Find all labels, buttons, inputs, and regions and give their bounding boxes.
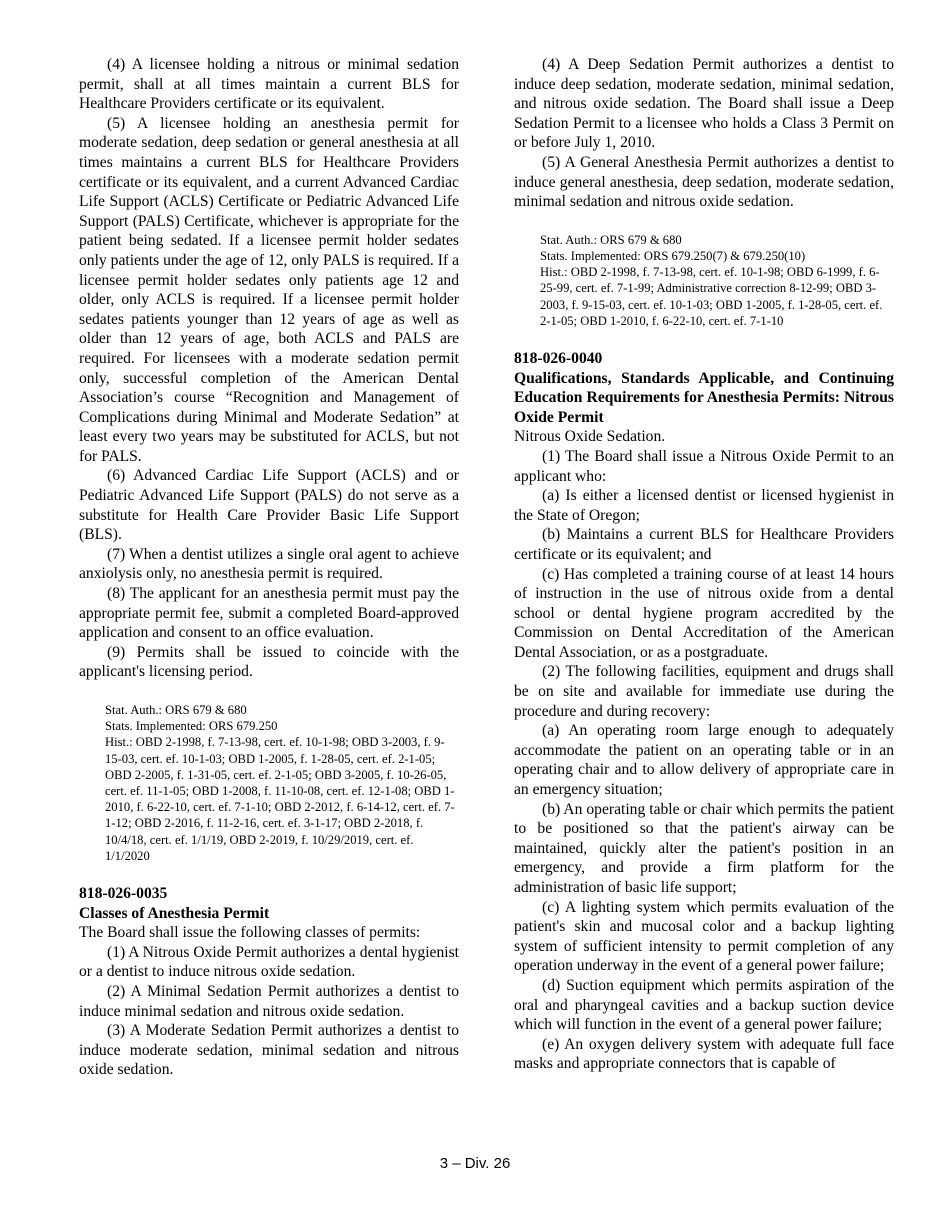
paragraph: (8) The applicant for an anesthesia permit must pay the appropriate permit fee, submit a completed Board-approved application and consent to an office evaluation. [79,585,459,642]
paragraph: (c) Has completed a training course of at least 14 hours of instruction in the use of nitrous oxide from a dental school or dental hygiene program accredited by the Commission on Dental Accreditation of the American Dental Association, or as a postgraduate. [514,565,894,661]
paragraph: (a) Is either a licensed dentist or licensed hygienist in the State of Oregon; [514,487,894,524]
paragraph: (4) A licensee holding a nitrous or minimal sedation permit, shall at all times maintain a current BLS for Healthcare Providers certificate or its equivalent. [79,56,459,113]
history-text: Hist.: OBD 2-1998, f. 7-13-98, cert. ef. 10-1-98; OBD 3-2003, f. 9-15-03, cert. ef. 10-1-03; OBD 1-2005, f. 1-28-05, cert. ef. 2-1-05; OBD 2-2005, f. 1-31-05, cert. ef. 2-1-05; OBD 3-2005, f. 10-26-05, cert. ef. 11-1-05; OBD 1-2008, f. 11-10-08, cert. ef. 12-1-08; OBD 1-2010, f. 6-22-10, cert. ef. 7-1-10; OBD 2-2012, f. 6-14-12, cert. ef. 7-1-12; OBD 2-2016, f. 11-2-16, cert. ef. 3-1-17; OBD 2-2018, f. 10/4/18, cert. ef. 1/1/19, OBD 2-2019, f. 10/29/2019, cert. ef. 1/1/2020 [105,735,455,863]
paragraph: (5) A General Anesthesia Permit authorizes a dentist to induce general anesthesia, deep sedation, moderate sedation, minimal sedation and nitrous oxide sedation. [514,153,894,211]
paragraph: (2) The following facilities, equipment and drugs shall be on site and available for immediate use during the procedure and during recovery: [514,663,894,720]
paragraph: (3) A Moderate Sedation Permit authorizes a dentist to induce moderate sedation, minimal sedation and nitrous oxide sedation. [79,1022,459,1079]
paragraph: (9) Permits shall be issued to coincide with the applicant's licensing period. [79,643,459,681]
rule-number: 818-026-0035 [79,885,168,903]
paragraph: (a) An operating room large enough to adequately accommodate the patient on an operating table or in an operating chair and to allow delivery of appropriate care in an emergency situation; [514,722,894,799]
rule-intro: Nitrous Oxide Sedation. [514,428,666,446]
stats-implemented: Stats. Implemented: ORS 679.250(7) & 679.250(10) [540,248,806,263]
paragraph: (d) Suction equipment which permits aspiration of the oral and pharyngeal cavities and a backup suction device which will function in the event of a general power failure; [514,976,894,1034]
rule-intro: The Board shall issue the following classes of permits: [79,924,421,942]
paragraph: (5) A licensee holding an anesthesia permit for moderate sedation, deep sedation or general anesthesia at all times maintains a current BLS for Healthcare Providers certificate or its equivalent, and a current Advanced Cardiac Life Support (ACLS) Certificate or Pediatric Advanced Life Support (PALS) Certificate, whichever is appropriate for the patient being sedated. If a licensee permit holder sedates only patients under the age of 12, only PALS is required. If a licensee permit holder sedates only patients age 12 and older, only ACLS is required. If a licensee permit holder sedates patients younger than 12 years of age as well as older than 12 years of age, both ACLS and PALS are required. For licensees with a moderate sedation permit only, successful completion of the American Dental Association’s course “Recognition and Management of Complications during Minimal and Moderate Sedation” at least every two years may be substituted for ACLS, but not for PALS. [79,114,459,465]
stat-auth: Stat. Auth.: ORS 679 & 680 [105,703,247,717]
paragraph: (b) An operating table or chair which permits the patient to be positioned so that the patient's airway can be maintained, quickly alter the patient's position in an emergency, and provide a firm platform for the administration of basic life support; [514,800,894,896]
rule-number: 818-026-0040 [514,349,603,367]
history-note [540,232,894,329]
page-footer: 3 – Div. 26 [439,1155,511,1172]
paragraph: (b) Maintains a current BLS for Healthcare Providers certificate or its equivalent; and [514,526,894,563]
stat-auth: Stat. Auth.: ORS 679 & 680 [540,232,682,247]
right-column [514,55,894,1074]
paragraph: (7) When a dentist utilizes a single oral agent to achieve anxiolysis only, no anesthesia permit is required. [79,545,459,583]
left-column [79,55,459,1080]
paragraph: (2) A Minimal Sedation Permit authorizes a dentist to induce minimal sedation and nitrous oxide sedation. [79,983,459,1020]
paragraph: (c) A lighting system which permits evaluation of the patient's skin and mucosal color and a backup lighting system of sufficient intensity to permit completion of any operation underway in the event of a general power failure; [514,898,894,975]
rule-title: Qualifications, Standards Applicable, and Continuing Education Requirements for Anesthesia Permits: Nitrous Oxide Permit [514,369,894,426]
paragraph: (1) A Nitrous Oxide Permit authorizes a dental hygienist or a dentist to induce nitrous oxide sedation. [79,943,459,981]
history-text: Hist.: OBD 2-1998, f. 7-13-98, cert. ef. 10-1-98; OBD 6-1999, f. 6-25-99, cert. ef. 7-1-99; Administrative correction 8-12-99; OBD 3-2003, f. 9-15-03, cert. ef. 10-1-03; OBD 1-2005, f. 1-28-05, cert. ef. 2-1-05; OBD 1-2010, f. 6-22-10, cert. ef. 7-1-10 [540,265,883,328]
paragraph: (1) The Board shall issue a Nitrous Oxide Permit to an applicant who: [514,447,894,485]
history-note [105,702,459,864]
stats-implemented: Stats. Implemented: ORS 679.250 [105,719,278,734]
paragraph: (e) An oxygen delivery system with adequate full face masks and appropriate connectors that is capable of [514,1035,894,1073]
paragraph: (4) A Deep Sedation Permit authorizes a dentist to induce deep sedation, moderate sedation, minimal sedation, and nitrous oxide sedation. The Board shall issue a Deep Sedation Permit to a licensee who holds a Class 3 Permit on or before July 1, 2010. [514,56,894,152]
rule-title: Classes of Anesthesia Permit [79,904,270,922]
paragraph: (6) Advanced Cardiac Life Support (ACLS) and or Pediatric Advanced Life Support (PALS) do not serve as a substitute for Health Care Provider Basic Life Support (BLS). [79,467,459,544]
